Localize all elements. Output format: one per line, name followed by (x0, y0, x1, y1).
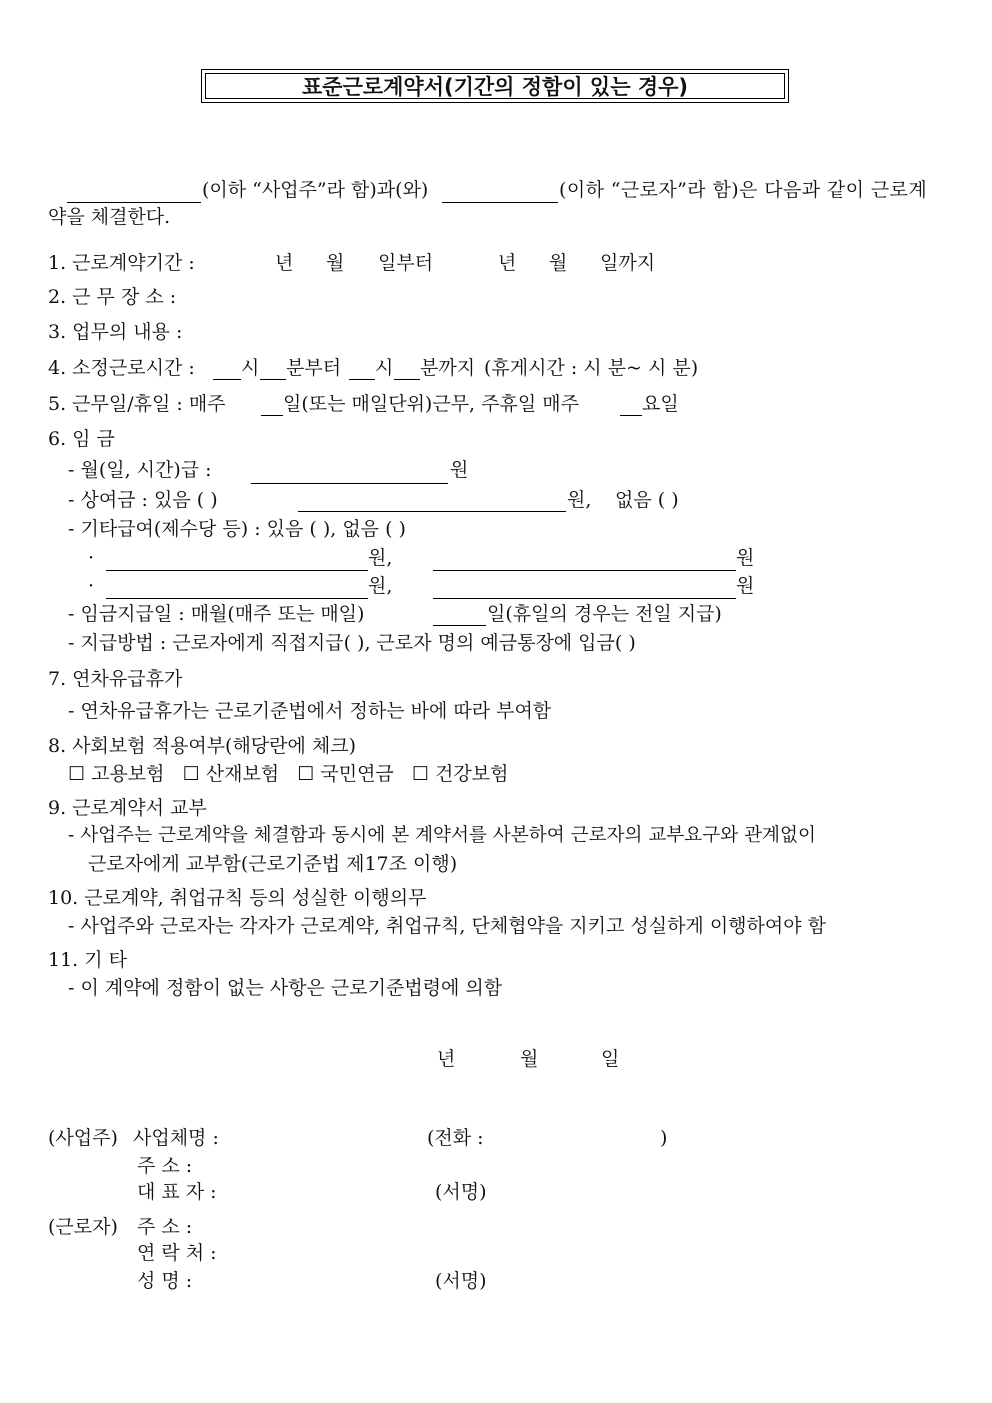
section-4-hour: 시 (241, 357, 260, 379)
date-year: 년 (437, 1048, 456, 1070)
bonus-none: 없음 ( ) (615, 489, 679, 511)
checkbox-national-pension[interactable]: ☐ 국민연금 (297, 763, 394, 785)
end-hour-blank[interactable] (349, 379, 375, 380)
other-pay-bullet-2: · (88, 575, 95, 597)
section-10-label: 10. 근로계약, 취업규칙 등의 성실한 이행의무 (48, 887, 427, 909)
weekly-holiday-blank[interactable] (620, 415, 642, 416)
bonus-label: - 상여금 : 있음 ( ) (68, 489, 218, 511)
employer-company-label: 사업체명 : (133, 1127, 219, 1149)
section-9-body-2: 근로자에게 교부함(근로기준법 제17조 이행) (88, 853, 458, 875)
worker-role: (근로자) (48, 1216, 118, 1238)
section-5-label: 5. 근무일/휴일 : 매주 (48, 393, 226, 415)
section-1-day2: 일까지 (600, 252, 656, 274)
section-2-label: 2. 근 무 장 소 : (48, 286, 177, 308)
worker-signature[interactable]: (서명) (435, 1270, 487, 1292)
wage-monthly-label: - 월(일, 시간)급 : (68, 459, 212, 481)
section-7-body: - 연차유급휴가는 근로기준법에서 정하는 바에 따라 부여함 (68, 700, 552, 722)
section-5-dayname: 요일 (642, 393, 679, 415)
section-1-year1: 년 (275, 252, 294, 274)
workdays-blank[interactable] (261, 415, 283, 416)
other-pay-label: - 기타급여(제수당 등) : 있음 ( ), 없음 ( ) (68, 518, 406, 540)
worker-name-blank[interactable] (442, 202, 558, 203)
section-7-label: 7. 연차유급휴가 (48, 668, 183, 690)
wage-monthly-won: 원 (450, 459, 469, 481)
other-pay-1b-blank[interactable] (433, 570, 736, 571)
end-minute-blank[interactable] (394, 379, 420, 380)
other-pay-1a-won: 원, (368, 547, 393, 569)
section-4-from: 분부터 (286, 357, 342, 379)
section-5-text: 일(또는 매일단위)근무, 주휴일 매주 (283, 393, 579, 415)
employer-signature[interactable]: (서명) (435, 1181, 487, 1203)
payday-tail: 일(휴일의 경우는 전일 지급) (487, 603, 722, 625)
intro-employer-ref: (이하 “사업주”라 함)과(와) (202, 179, 429, 201)
other-pay-1a-blank[interactable] (106, 570, 368, 571)
other-pay-2a-won: 원, (368, 575, 393, 597)
section-6-label: 6. 임 금 (48, 428, 115, 450)
section-4-label: 4. 소정근로시간 : (48, 357, 195, 379)
employer-name-blank[interactable] (67, 202, 201, 203)
worker-address-label: 주 소 : (137, 1216, 193, 1238)
checkbox-employment-insurance[interactable]: ☐ 고용보험 (68, 763, 165, 785)
section-1-month1: 월 (326, 252, 345, 274)
payday-label: - 임금지급일 : 매월(매주 또는 매일) (68, 603, 365, 625)
section-4-break: (휴게시간 : 시 분~ 시 분) (484, 357, 699, 379)
intro-worker-ref: (이하 “근로자”라 함)은 다음과 같이 근로계 (559, 179, 928, 201)
section-4-to: 분까지 (420, 357, 476, 379)
title-box (201, 69, 789, 103)
start-minute-blank[interactable] (260, 379, 286, 380)
date-day: 일 (601, 1048, 620, 1070)
worker-name-label: 성 명 : (137, 1270, 193, 1292)
worker-contact-label: 연 락 처 : (137, 1242, 217, 1264)
other-pay-2a-blank[interactable] (106, 598, 368, 599)
employer-phone-close: ) (660, 1127, 668, 1149)
bonus-won: 원, (567, 489, 592, 511)
section-1-year2: 년 (498, 252, 517, 274)
employer-role: (사업주) (48, 1127, 118, 1149)
payday-blank[interactable] (433, 625, 486, 626)
insurance-options (68, 765, 508, 784)
employer-phone-label: (전화 : (427, 1127, 484, 1149)
employer-address-label: 주 소 : (137, 1155, 193, 1177)
section-9-body-1: - 사업주는 근로계약을 체결함과 동시에 본 계약서를 사본하여 근로자의 교부요구와 관계없이 (68, 825, 816, 846)
other-pay-2b-blank[interactable] (433, 598, 736, 599)
document-title: 표준근로계약서(기간의 정함이 있는 경우) (302, 75, 688, 99)
date-month: 월 (520, 1048, 539, 1070)
section-4-hour2: 시 (375, 357, 394, 379)
section-1-day1: 일부터 (378, 252, 434, 274)
section-9-label: 9. 근로계약서 교부 (48, 797, 207, 819)
pay-method: - 지급방법 : 근로자에게 직접지급( ), 근로자 명의 예금통장에 입금( ) (68, 632, 636, 654)
bonus-amount-blank[interactable] (298, 511, 566, 512)
section-1-month2: 월 (549, 252, 568, 274)
section-1-label: 1. 근로계약기간 : (48, 252, 195, 274)
checkbox-health-insurance[interactable]: ☐ 건강보험 (411, 763, 509, 785)
other-pay-2b-won: 원 (736, 575, 755, 597)
intro-line2: 약을 체결한다. (48, 206, 171, 228)
section-11-label: 11. 기 타 (48, 949, 128, 971)
wage-monthly-blank[interactable] (251, 483, 448, 484)
section-11-body: - 이 계약에 정함이 없는 사항은 근로기준법령에 의함 (68, 977, 503, 999)
other-pay-1b-won: 원 (736, 547, 755, 569)
other-pay-bullet-1: · (88, 547, 95, 569)
checkbox-industrial-accident-insurance[interactable]: ☐ 산재보험 (182, 763, 280, 785)
section-3-label: 3. 업무의 내용 : (48, 321, 183, 343)
employer-rep-label: 대 표 자 : (137, 1181, 217, 1203)
section-10-body: - 사업주와 근로자는 각자가 근로계약, 취업규칙, 단체협약을 지키고 성실하게 이행하여야 함 (68, 915, 826, 937)
start-hour-blank[interactable] (213, 379, 241, 380)
section-8-label: 8. 사회보험 적용여부(해당란에 체크) (48, 735, 357, 757)
